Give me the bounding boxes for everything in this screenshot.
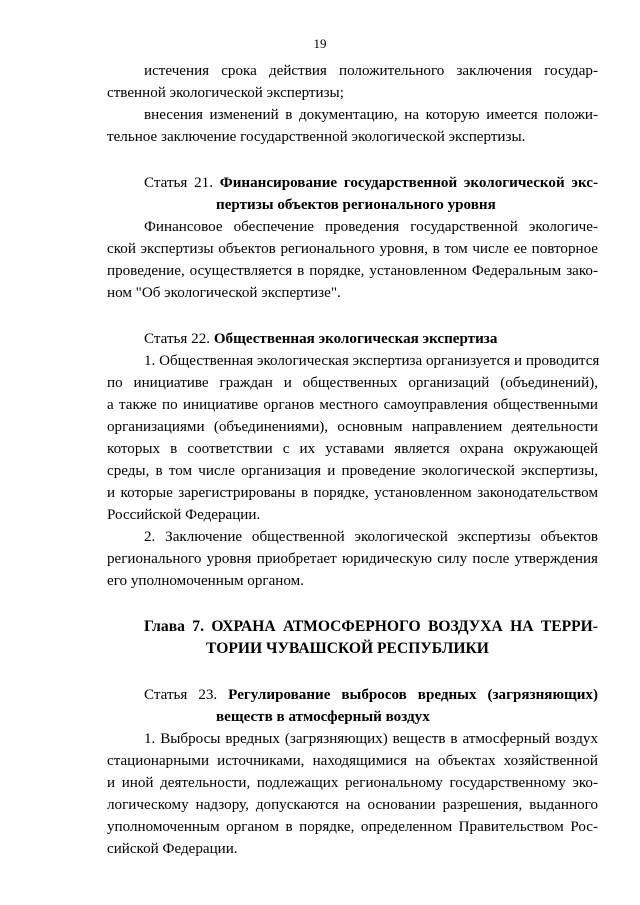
paragraph [107,728,598,860]
paragraph [107,216,598,304]
article-title: пертизы объектов регионального уровня [216,197,496,213]
article-title: Регулирование выбросов вредных (загрязняющих) [228,687,598,703]
article-heading-line [144,172,598,194]
document-body [107,60,598,860]
text-line: 1. Выбросы вредных (загрязняющих) веществ в атмосферный воздух [144,731,598,747]
article-heading [107,684,598,728]
text-line: Российской Федерации. [107,507,261,523]
text-line: среды, в том числе организация и проведение экологической экспертизы, [107,463,598,479]
article-heading-line [144,684,598,706]
text-line: уполномоченным органом в порядке, определенном Правительством Рос- [107,819,598,835]
text-line: которых в соответствии с их уставами является охрана окружающей [107,441,598,457]
text-line: и которые зарегистрированы в порядке, установленном законодательством [107,485,598,501]
text-line: его уполномоченным органом. [107,573,304,589]
page-number: 19 [313,36,327,51]
article-label: Статья 21. [144,175,213,191]
text-line: ственной экологической экспертизы; [107,85,344,101]
article-label: Статья 22. [144,331,211,347]
text-line: стационарными источниками, находящимися на объектах хозяйственной [107,753,598,769]
article-label: Статья 23. [144,687,218,703]
text-line: организациями (объединениями), основным направлением деятельности [107,419,598,435]
text-line: 2. Заключение общественной экологической экспертизы объектов [144,529,598,545]
text-line: проведение, осуществляется в порядке, установленном Федеральным зако- [107,263,598,279]
article-heading-line [144,706,598,728]
text-line: и иной деятельности, подлежащих региональному государственному эко- [107,775,598,791]
text-line: логическому надзору, допускаются на основании разрешения, выданного [107,797,598,813]
text-line: по инициативе граждан и общественных организаций (объединений), [107,375,598,391]
chapter-heading-line: ТОРИИ ЧУВАШСКОЙ РЕСПУБЛИКИ [206,640,489,657]
text-line: истечения срока действия положительного заключения государ- [144,63,598,79]
paragraph [107,104,598,148]
chapter-heading-line: Глава 7. ОХРАНА АТМОСФЕРНОГО ВОЗДУХА НА ТЕРРИ- [144,618,598,635]
chapter-heading [107,616,598,660]
text-line: ном "Об экологической экспертизе". [107,285,341,301]
article-heading-line [144,328,598,350]
article-heading [107,172,598,216]
article-title: Общественная экологическая экспертиза [213,331,498,347]
article-heading-line [144,194,598,216]
article-heading [107,328,598,350]
text-line: сийской Федерации. [107,841,238,857]
paragraph [107,526,598,592]
article-title: Финансирование государственной экологической экс- [219,175,598,191]
text-line: Финансовое обеспечение проведения государственной экологиче- [144,219,598,235]
paragraph [107,60,598,104]
text-line: тельное заключение государственной экологической экспертизы. [107,129,526,145]
text-line: а также по инициативе органов местного самоуправления общественными [107,397,598,413]
text-line: регионального уровня приобретает юридическую силу после утверждения [107,551,598,567]
text-line: ской экспертизы объектов регионального уровня, в том числе ее повторное [107,241,598,257]
text-line: внесения изменений в документацию, на которую имеется положи- [144,107,598,123]
text-line: 1. Общественная экологическая экспертиза организуется и проводится [144,353,600,369]
paragraph [107,350,598,526]
article-title: веществ в атмосферный воздух [216,709,430,725]
